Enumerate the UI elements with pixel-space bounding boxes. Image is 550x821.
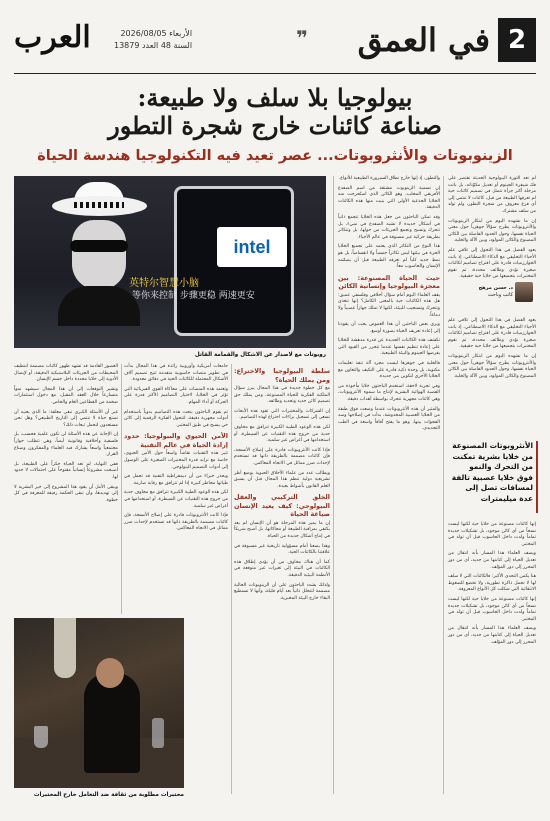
- paragraph: ويطالب عدد من علماء الأخلاق الحيوية بوضع أطر تشريعية دولية تنظم هذا المجال قبل أن يسبق العلم القانون بأشواط بعيدة.: [234, 470, 330, 489]
- author-box: [478, 282, 533, 316]
- hero-caption: روبوتات مع لاصدار عن الاشكال والقمامة القاتل: [194, 352, 326, 358]
- page-number: 2: [498, 18, 536, 62]
- lab-caption: مختبرات مطلوبة من ثقافة ضد التعامل خارج المختبرات: [33, 792, 184, 798]
- robot-screen: [174, 186, 294, 336]
- column-divider: [333, 176, 334, 794]
- masthead: [14, 18, 536, 74]
- paragraph: إن الإجابة عن هذه الأسئلة لن تكون علمية فحسب، بل فلسفية وأخلاقية وقانونية أيضاً، وهي تتطلب حواراً مجتمعياً واسعاً يشارك فيه العلماء والمفكرون وصناع القرار.: [14, 432, 118, 458]
- paragraph: وتشير التوقعات إلى أن هذا المجال سيشهد نمواً متسارعاً خلال العقد المقبل، مع دخول استثمارات ضخمة من القطاعين العام والخاص.: [14, 386, 118, 405]
- paragraph: ويرى بعض الباحثين أن هذا الغموض يجب أن يقودنا إلى إعادة تعريف الحياة بصورة أوسع.: [338, 322, 440, 334]
- hero-overlay-text: 英特尔智慧小脑: [129, 278, 199, 289]
- date-block: [114, 28, 192, 52]
- paragraph: غير أن الأسئلة الكبرى تبقى معلقة: ما الذي يعنيه أن نصنع حياة لا تنتمي إلى التاريخ الطبيعي؟ وهل نحن مستعدون لتحمل تبعات ذلك؟: [14, 409, 118, 428]
- section-heading: سلطة البيولوجيا والاختراع: ومن يملك الحياة؟: [234, 367, 330, 384]
- paragraph: وفي تجربة لاحقة، استخدم الباحثون خلايا مأخوذة من القصبة الهوائية البشرية لإنتاج ما سموه الأنثروبوتات، وهي كائنات مجهرية تتحرك بواسطة أهداب دقيقة.: [338, 383, 440, 403]
- paragraph: إنها كائنات مصنوعة من خلايا حية لكنها ليست نسخاً من أي كائن موجود، بل تشكيلات جديدة تماماً ولدت داخل الحاسوب قبل أن تولد في المختبر.: [448, 596, 536, 622]
- subheadline: الزينوبوتات والأنثروبوتات... عصر تعيد فيه التكنولوجيا هندسة الحياة: [37, 148, 513, 164]
- issue-line: السنة 48 العدد 13879: [114, 41, 193, 50]
- section-heading: الخلق التركيبي والعقل البيولوجي: كيف يعيد الإنسان صياغة الحياة: [234, 493, 330, 519]
- column-4: [448, 522, 536, 794]
- column-6: [14, 364, 118, 614]
- paragraph: هنا يكمن التحدي الأكبر: فالكائنات التي لا سلف لها لا تحمل ذاكرة تطورية، ولا تخضع للضغوط الانتقائية التي شكلت كل الأنواع المعروفة.: [448, 574, 536, 593]
- headline-main: صناعة كائنات خارج شجرة التطور: [108, 111, 442, 140]
- author-photo: [515, 282, 533, 302]
- paragraph: العصور القادمة قد تشهد ظهور كائنات مصممة لتنظيف المحيطات من الجزيئات البلاستيكية الدقيقة، أو لإيصال الأدوية إلى خلايا محددة داخل جسم الإنسان.: [14, 364, 118, 383]
- paragraph: تكشف هذه الكائنات الجديدة عن قدرة مدهشة للخلايا على إعادة تنظيم نفسها عندما تتحرر من القيود التي يفرضها الجينوم والبيئة الطبيعية.: [338, 338, 440, 357]
- paragraph: يقف العلماء اليوم أمام سؤال أخلاقي وفلسفي عميق: هل هذه الكائنات حية بالمعنى الكامل؟ إنها تتغذى وتتحرك وتستجيب للبيئة، لكنها لا تملك جهازاً عصبياً ولا دماغاً.: [338, 292, 440, 318]
- paragraph: جامعات أمريكية وأوروبية رائدة في هذا المجال بدأت في تطوير منصات حاسوبية متقدمة تتيح تصميم آلاف الأشكال المحتملة للكائنات الحية في دقائق معدودة.: [124, 364, 228, 383]
- paragraph: والتطور، إذ إنها خارج نطاق السيرورة الطبيعية للأنواع.: [338, 176, 440, 181]
- paragraph: ويصف العلماء هذا المسار بأنه انتقال من تعديل الحياة إلى كتابتها من جديد، أي من دور المحرر إلى دور المؤلف.: [448, 626, 536, 645]
- paragraph: تثير هذه التقنيات نقاشاً واسعاً حول الأمن الحيوي، خاصة مع تزايد قدرة المختبرات الصغيرة على الوصول إلى أدوات التصميم البيولوجي.: [124, 451, 228, 470]
- paragraph: وهذا يضعنا أمام مسؤولية تاريخية غير مسبوقة في علاقتنا بالكائنات الحية.: [234, 543, 330, 556]
- paragraph: فإذا كانت الأنثروبوتات قادرة على إصلاح الأنسجة، فإن كائنات مصممة بالطريقة ذاتها قد تستخدم لإحداث ضرر مماثل في الاتجاه المعاكس.: [234, 447, 330, 466]
- date-line: الأربعاء 2026/08/05: [120, 29, 193, 38]
- paragraph: والمثير أن هذه الأنثروبوتات عندما وضعت فوق طبقة من الخلايا العصبية المخدوشة، بدأت في إصلاحها وسد الفجوات بينها، وهو ما يفتح آفاقاً واسعة في الطب التجديدي.: [338, 406, 440, 432]
- paragraph: هذا النوع من التكاثر الذي يعتمد على تجميع الخلايا الحرة في بيئتها ليس تكاثراً جنسياً ولا انقسامياً، بل هو نمط جديد كلياً لم تعرفه الطبيعة قبل أن يصمّمه الإنسان والحاسوب معاً.: [338, 244, 440, 270]
- paragraph: فإذا كانت الأنثروبوتات قادرة على إصلاح الأنسجة، فإن كائنات مصممة بالطريقة ذاتها قد تستخدم لإحداث ضرر مماثل في الاتجاه المعاكس.: [124, 513, 228, 532]
- paragraph: ويبقى الأمل أن يقود هذا المشروع إلى خير البشرية لا إلى تهديدها، وأن تبقى الحكمة رفيقة للمعرفة في كل خطوة.: [14, 484, 118, 503]
- author-name: د. حسن مرهج: [478, 285, 513, 291]
- paragraph: كما أن هناك مخاوف من أن يؤدي إطلاق هذه الكائنات في البيئة إلى تغيرات غير متوقعة في الأنظمة البيئية الدقيقة.: [234, 559, 330, 578]
- paragraph: فالخلية في جوهرها ليست مجرد آلة تنفذ تعليمات مكتوبة، بل وحدة ذكية قادرة على التكيف والتعاون مع الخلايا الأخرى لتكوين بنى جديدة.: [338, 361, 440, 380]
- paragraph: ففي النهاية، لم تعد الحياة حكراً على الطبيعة، بل أصبحت مشروعاً إنسانياً مفتوحاً على احتمالات لا حدود لها.: [14, 461, 118, 480]
- column-1-cont: [448, 318, 536, 436]
- paragraph: ولذلك يشدد الباحثون على أن الزينوبوتات الحالية مصممة لتتحلل ذاتياً بعد أيام قليلة، وأنها لا تستطيع البقاء خارج البيئة المخبرية.: [234, 582, 330, 601]
- paragraph: لم تعد الثورة البيولوجية الحديثة تقتصر على فك شيفرة الجينوم أو تعديل مكوّناته، بل باتت مرحلة أكثر جرأة تتمثل في تصميم كائنات حية لم تعرفها الطبيعة من قبل، كائنات لا تنتمي إلى أي فرع معروف من شجرة التطور، ولم تولد من سلف مشترك.: [448, 176, 536, 214]
- paragraph: وتعتمد هذه المنصات على محاكاة القوى الفيزيائية التي تؤثر في الخلايا، لاختيار التصاميم الأكثر قدرة على الحركة أو أداء المهام.: [124, 386, 228, 405]
- headline-kicker: بيولوجيا بلا سلف ولا طبيعة:: [137, 83, 413, 112]
- paragraph: إن ما يميز هذه المرحلة هو أن الإنسان لم يعد يكتفي بمراقبة الطبيعة أو محاكاتها، بل أصبح شريكاً في إنتاج أشكال جديدة من الحياة.: [234, 520, 330, 539]
- pull-quote: الأنثروبوتات المصنوعة من خلايا بشرية تمكنت من التحرك والنمو فوق خلايا عصبية تالفة لمسافات تصل إلى عدة ميليمترات: [451, 441, 533, 517]
- paragraph: ويحذر خبراء من أن ديمقراطية التقنية قد تحمل في طياتها مخاطر كبيرة إذا لم تترافق مع رقابة صارمة.: [124, 474, 228, 486]
- paragraph: إن ما نشهده اليوم من ابتكار الزينوبوتات والأنثروبوتات يطرح سؤالاً جوهرياً حول معنى الحياة نفسها، وحول الحدود الفاصلة بين الكائن المصنوع والكائن المولود، وبين الآلة والخلية.: [448, 353, 536, 379]
- intel-chip-label: intel: [217, 227, 287, 267]
- paragraph: إن تسمية الزينوبوت مشتقة من اسم الضفدع الأفريقي المخلب، وهو الكائن الذي استُخرجت منه الخلايا الجذعية الأولى التي بنيت منها هذه الكائنات الدقيقة.: [338, 185, 440, 211]
- column-3: [234, 364, 330, 794]
- hero-overlay-subtext: 等你来控制 步骤更稳 两速更安: [132, 291, 255, 301]
- section-heading: الأمن الحيوي والبيولوجيا: حدود إرادة الحياة في عالم التقنية: [124, 432, 228, 449]
- quote-icon: ❞: [296, 26, 308, 50]
- paragraph: لكن هذه الوعود الطبية الكبيرة تترافق مع مخاوف جدية من خروج هذه التقنيات عن السيطرة، أو استخدامها في أغراض غير سلمية.: [234, 424, 330, 444]
- paragraph: مع كل خطوة جديدة في هذا المجال يبرز سؤال الملكية الفكرية للحياة المصنوعة، ومن يملك حق تصميم كائن جديد وتحديد وظائفه.: [234, 386, 330, 405]
- section-title: في العمق: [357, 21, 490, 59]
- paragraph: إن الشركات والمختبرات التي تقود هذه الأبحاث تسعى إلى تسجيل براءات اختراع لهذه التصاميم.: [234, 408, 330, 421]
- paragraph: وقد تمكن الباحثون من جعل هذه الخلايا تتجمع ذاتياً في أشكال جديدة لا تشبه الضفدع في شيء، بل تتحرك وتسبح وتجمع الجزيئات من حولها، بل وتتكاثر بطريقة حركية غير مسبوقة في عالم الأحياء.: [338, 214, 440, 240]
- newspaper-logo: العرب: [14, 20, 91, 55]
- column-1: [448, 176, 536, 280]
- author-role: كاتب وباحث: [487, 291, 513, 298]
- section-heading: حيث الحياة المصنوعة: بين معجزة البيولوجيا وإنسانية الكائن: [338, 273, 440, 291]
- robot-figure: [64, 196, 134, 306]
- column-divider: [121, 364, 122, 614]
- paragraph: إن ما نشهده اليوم من ابتكار الزينوبوتات والأنثروبوتات يطرح سؤالاً جوهرياً حول معنى الحياة نفسها، وحول الحدود الفاصلة بين الكائن المصنوع والكائن المولود، وبين الآلة والخلية.: [448, 218, 536, 244]
- paragraph: إنها كائنات مصنوعة من خلايا حية لكنها ليست نسخاً من أي كائن موجود، بل تشكيلات جديدة تماماً ولدت داخل الحاسوب قبل أن تولد في المختبر.: [448, 522, 536, 547]
- lab-photo: [14, 618, 184, 788]
- paragraph: يعود الفضل في هذا التحول إلى تلاقي علم الأحياء التخليقي مع الذكاء الاصطناعي، إذ باتت الخوارزميات قادرة على اقتراح تصاميم لكائنات صغيرة تؤدي وظائف محددة، ثم تقوم المختبرات بتجميعها من خلايا حية حقيقية.: [448, 247, 536, 280]
- column-divider: [231, 364, 232, 794]
- hero-image: [14, 176, 326, 348]
- column-2: [338, 176, 440, 794]
- paragraph: ثم يقوم الباحثون بنحت هذه التصاميم يدوياً باستخدام أدوات مجهرية دقيقة، لتتحول الفكرة الرقمية إلى كائن حي يسبح في طبق المختبر.: [124, 409, 228, 428]
- paragraph: ويصف العلماء هذا المسار بأنه انتقال من تعديل الحياة إلى كتابتها من جديد، أي من دور المحرر إلى دور المؤلف.: [448, 551, 536, 570]
- column-divider: [443, 176, 444, 794]
- paragraph: يعود الفضل في هذا التحول إلى تلاقي علم الأحياء التخليقي مع الذكاء الاصطناعي، إذ باتت الخوارزميات قادرة على اقتراح تصاميم لكائنات صغيرة تؤدي وظائف محددة، ثم تقوم المختبرات بتجميعها من خلايا حية حقيقية.: [448, 318, 536, 350]
- paragraph: لكن هذه الوعود الطبية الكبيرة تترافق مع مخاوف جدية من خروج هذه التقنيات عن السيطرة، أو استخدامها في أغراض غير سلمية.: [124, 490, 228, 509]
